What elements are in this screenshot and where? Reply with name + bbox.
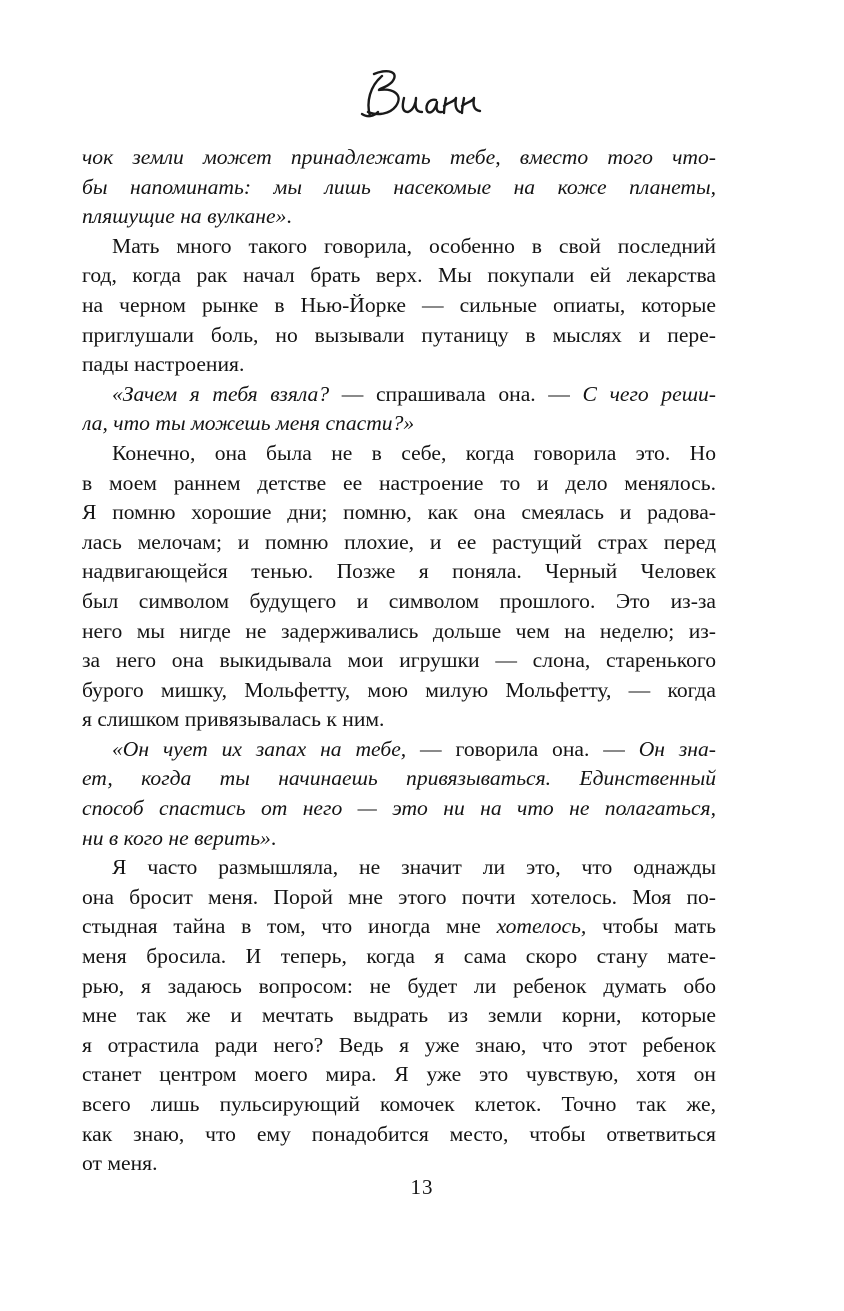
text-line xyxy=(82,1060,716,1090)
text-run: надвигающейся тенью. Позже я поняла. Черный Человек xyxy=(82,559,716,584)
text-line xyxy=(82,350,716,380)
text-run: — спрашивала она. — xyxy=(329,381,583,406)
italic-text: пляшущие на вулкане» xyxy=(82,204,287,229)
text-run: него мы нигде не задерживались дольше чем на неделю; из- xyxy=(82,618,716,643)
text-line xyxy=(82,1001,716,1031)
text-line xyxy=(82,202,716,232)
text-run: . xyxy=(286,204,292,229)
text-run: станет центром моего мира. Я уже это чувствую, хотя он xyxy=(82,1062,716,1087)
text-line xyxy=(82,528,716,558)
text-run: Я часто размышляла, не значит ли это, что однажды xyxy=(112,855,716,880)
text-run: Я помню хорошие дни; помню, как она смеялась и радова- xyxy=(82,500,716,525)
text-line xyxy=(82,261,716,291)
text-line xyxy=(82,676,716,706)
text-line xyxy=(82,173,716,203)
page-number: 13 xyxy=(410,1175,434,1199)
text-line xyxy=(82,972,716,1002)
text-run: чтобы мать xyxy=(586,914,716,939)
italic-text: способ спастись от него — это ни на что не полагаться, xyxy=(82,796,716,821)
text-run: всего лишь пульсирующий комочек клеток. Точно так же, xyxy=(82,1092,716,1116)
text-line xyxy=(82,498,716,528)
text-line xyxy=(82,705,716,735)
text-run: рью, я задаюсь вопросом: не будет ли ребенок думать обо xyxy=(82,973,716,998)
text-run: пады настроения. xyxy=(82,352,245,377)
body-text xyxy=(82,143,716,1179)
italic-text: чок земли может принадлежать тебе, вместо того что- xyxy=(82,145,716,169)
text-line xyxy=(82,824,716,854)
italic-text: «Зачем я тебя взяла? xyxy=(112,381,330,406)
text-line xyxy=(82,380,716,410)
chapter-header xyxy=(0,58,844,138)
text-line xyxy=(82,143,716,173)
italic-text: ет, когда ты начинаешь привязываться. Единственный xyxy=(82,766,716,791)
text-run: Конечно, она была не в себе, когда говорила это. Но xyxy=(112,440,716,465)
text-line xyxy=(82,853,716,883)
italic-text: Он зна- xyxy=(638,736,716,761)
text-run: . xyxy=(270,825,277,850)
text-run: был символом будущего и символом прошлого. Это из-за xyxy=(82,588,716,613)
text-run: — говорила она. — xyxy=(406,736,639,761)
chapter-title-script xyxy=(352,58,492,128)
text-line xyxy=(82,1120,716,1150)
text-run: за него она выкидывала мои игрушки — слона, старенького xyxy=(82,648,716,673)
italic-text: ни в кого не верить» xyxy=(82,825,271,850)
text-line xyxy=(82,646,716,676)
text-line xyxy=(82,912,716,942)
italic-text: бы напоминать: мы лишь насекомые на коже планеты, xyxy=(82,174,716,199)
text-run: приглушали боль, но вызывали путаницу в мыслях и пере- xyxy=(82,322,716,347)
text-run: лась мелочам; и помню плохие, и ее растущий страх перед xyxy=(82,529,716,554)
text-line xyxy=(82,469,716,499)
text-line xyxy=(82,1090,716,1120)
italic-text: «Он чует их запах на тебе, xyxy=(112,736,407,761)
text-run: она бросит меня. Порой мне этого почти хотелось. Моя по- xyxy=(82,884,716,909)
italic-text: хотелось, xyxy=(496,914,587,939)
text-run: мне так же и мечтать выдрать из земли корни, которые xyxy=(82,1003,716,1028)
text-run: год, когда рак начал брать верх. Мы покупали ей лекарства xyxy=(82,263,716,288)
text-run: на черном рынке в Нью-Йорке — сильные опиаты, которые xyxy=(82,292,716,317)
text-line xyxy=(82,232,716,262)
text-run: как знаю, что ему понадобится место, чтобы ответвиться xyxy=(82,1121,716,1146)
text-line xyxy=(82,617,716,647)
text-run: стыдная тайна в том, что иногда мне xyxy=(82,914,497,939)
text-line xyxy=(82,321,716,351)
text-line xyxy=(82,883,716,913)
text-line xyxy=(82,1031,716,1061)
text-line xyxy=(82,439,716,469)
text-run: меня бросила. И теперь, когда я сама скоро стану мате- xyxy=(82,944,716,969)
italic-text: ла, что ты можешь меня спасти?» xyxy=(82,411,415,436)
text-line xyxy=(82,291,716,321)
text-line xyxy=(82,557,716,587)
text-run: бурого мишку, Мольфетту, мою милую Мольфетту, — когда xyxy=(82,677,716,702)
text-line xyxy=(82,764,716,794)
text-run: я отрастила ради него? Ведь я уже знаю, что этот ребенок xyxy=(82,1032,716,1057)
italic-text: С чего реши- xyxy=(582,381,716,406)
text-run: я слишком привязывалась к ним. xyxy=(82,707,385,732)
text-line xyxy=(82,587,716,617)
text-line xyxy=(82,794,716,824)
text-line xyxy=(82,942,716,972)
text-run: Мать много такого говорила, особенно в свой последний xyxy=(112,233,716,258)
text-run: от меня. xyxy=(82,1151,158,1176)
text-line xyxy=(82,409,716,439)
text-line xyxy=(82,735,716,765)
text-run: в моем раннем детстве ее настроение то и дело менялось. xyxy=(82,470,716,495)
